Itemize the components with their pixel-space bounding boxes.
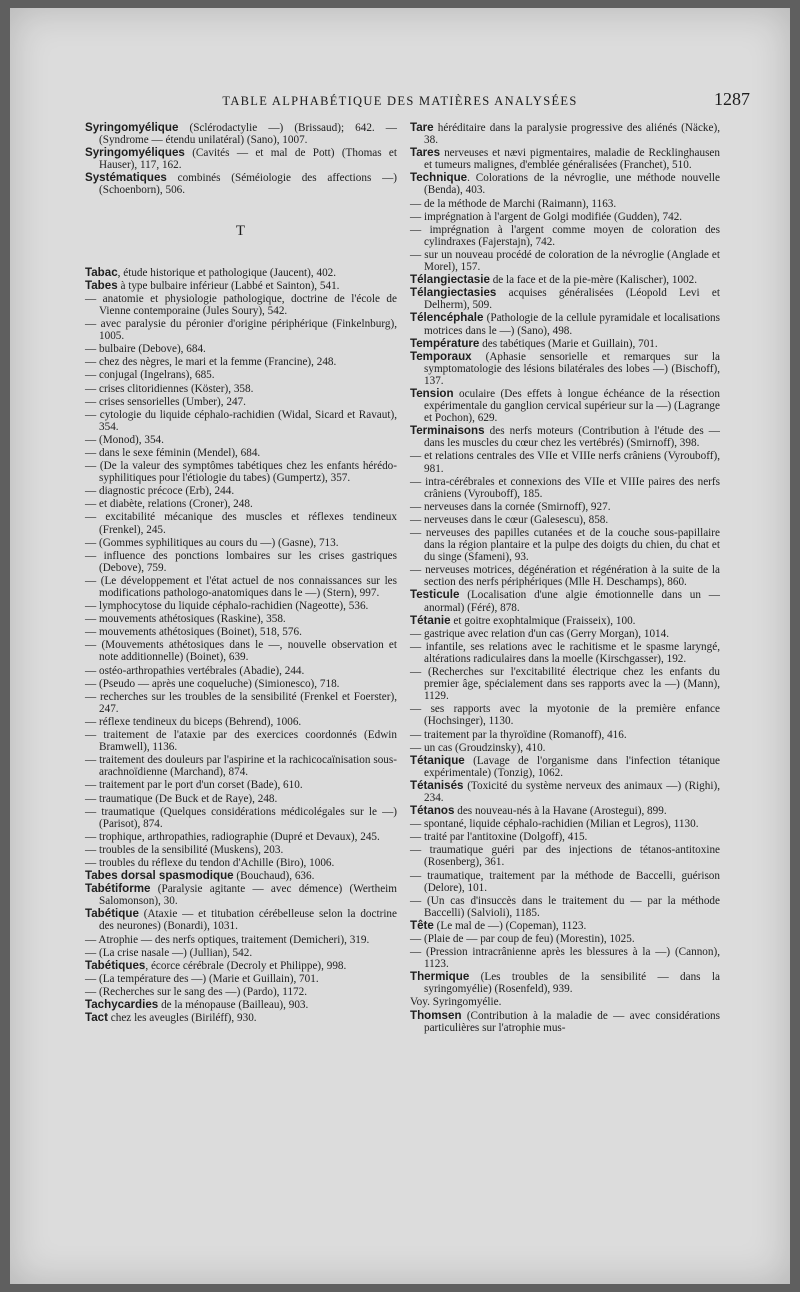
index-entry bbox=[85, 908, 397, 932]
entry-text: — imprégnation à l'argent comme moyen de coloration des cylindraxes (Fajerstajn), 742. bbox=[410, 223, 720, 248]
entry-text: — intra-cérébrales et connexions des VIIe et VIIIe paires des nerfs crâniens (Vyrouboff), 185. bbox=[410, 475, 720, 500]
entry-headword: Syringomyéliques bbox=[85, 146, 185, 160]
entry-text: de la ménopause (Bailleau), 903. bbox=[158, 999, 309, 1011]
index-entry bbox=[85, 575, 397, 599]
index-entry bbox=[410, 755, 720, 779]
entry-text: — troubles du réflexe du tendon d'Achille (Biro), 1006. bbox=[85, 856, 335, 869]
index-entry bbox=[85, 973, 397, 985]
index-entry bbox=[85, 485, 397, 497]
entry-text: — ses rapports avec la myotonie de la première enfance (Hochsinger), 1130. bbox=[410, 703, 720, 728]
index-entry bbox=[85, 999, 397, 1011]
entry-text: — (De la valeur des symptômes tabétiques chez les enfants hérédo-syphilitiques pour l'étiologie du tabes) (Gumpertz), 357. bbox=[85, 460, 397, 485]
entries-before-section bbox=[85, 122, 397, 197]
entry-headword: Télangiectasies bbox=[410, 286, 497, 300]
entry-text: à type bulbaire inférieur (Labbé et Sainton), 541. bbox=[117, 279, 340, 292]
index-entry bbox=[410, 450, 720, 474]
entry-text: — de la méthode de Marchi (Raimann), 1163. bbox=[410, 197, 617, 210]
entry-text: combinés (Séméiologie des affections —) (Schoenborn), 506. bbox=[99, 172, 397, 197]
right-entries bbox=[410, 122, 720, 1034]
index-entry bbox=[410, 198, 720, 210]
entry-text: — excitabilité mécanique des muscles et réflexes tendineux (Frenkel), 245. bbox=[85, 511, 397, 536]
index-entry bbox=[410, 996, 720, 1008]
running-title: TABLE ALPHABÉTIQUE DES MATIÈRES ANALYSÉES bbox=[222, 94, 578, 108]
entry-text: — mouvements athétosiques (Boinet), 518, 576. bbox=[85, 626, 302, 639]
entry-text: , écorce cérébrale (Decroly et Philippe), 998. bbox=[145, 959, 347, 972]
entry-text: (Bouchaud), 636. bbox=[233, 870, 315, 883]
index-entry bbox=[410, 920, 720, 932]
entry-text: — réflexe tendineux du biceps (Behrend), 1006. bbox=[85, 715, 302, 728]
entry-text: — nerveuses des papilles cutanées et de la couche sous-papillaire dans la région plantaire et la pulpe des doigts du chien, du chat et du singe (Sfameni), 93. bbox=[410, 527, 720, 564]
entry-text: — conjugal (Ingelrans), 685. bbox=[85, 369, 215, 382]
index-entry bbox=[85, 779, 397, 791]
index-entry bbox=[410, 971, 720, 995]
entry-headword: Testicule bbox=[410, 588, 460, 602]
index-entry bbox=[410, 172, 720, 196]
index-entry bbox=[85, 147, 397, 171]
index-entry bbox=[85, 626, 397, 638]
index-entry bbox=[85, 498, 397, 510]
entry-text: — traumatique (De Buck et de Raye), 248. bbox=[85, 792, 278, 805]
index-entry bbox=[85, 947, 397, 959]
index-entry bbox=[85, 665, 397, 677]
entry-text: — (La crise nasale —) (Jullian), 542. bbox=[85, 946, 253, 959]
index-entry bbox=[85, 844, 397, 856]
index-entry bbox=[410, 628, 720, 640]
entry-headword: Télangiectasie bbox=[410, 273, 490, 287]
entry-text: — imprégnation à l'argent de Golgi modifiée (Gudden), 742. bbox=[410, 210, 683, 223]
entry-text: (Paralysie agitante — avec démence) (Wertheim Salomonson), 30. bbox=[99, 883, 397, 908]
index-entry bbox=[85, 267, 397, 279]
entry-headword: Tabétiforme bbox=[85, 882, 151, 896]
entry-text: — un cas (Groudzinsky), 410. bbox=[410, 741, 546, 754]
index-entry bbox=[85, 550, 397, 574]
entry-text: — (Gommes syphilitiques au cours du —) (Gasne), 713. bbox=[85, 536, 339, 549]
entry-headword: Tachycardies bbox=[85, 998, 159, 1011]
index-entry bbox=[410, 338, 720, 350]
entry-text: — traitement de l'ataxie par des exercices coordonnés (Edwin Bramwell), 1136. bbox=[85, 729, 397, 754]
entry-text: — anatomie et physiologie pathologique, doctrine de l'école de Vienne contemporaine (Jules Soury), 542. bbox=[85, 292, 397, 317]
index-entry bbox=[85, 343, 397, 355]
index-entry bbox=[410, 501, 720, 513]
entry-headword: Technique bbox=[410, 171, 468, 185]
index-entry bbox=[410, 211, 720, 223]
entry-text: — mouvements athétosiques (Raskine), 358. bbox=[85, 613, 286, 626]
entry-text: — (Recherches sur l'excitabilité électrique chez les enfants du premier âge, spécialement dans ses rapports avec la —) (Mann), 1129. bbox=[410, 666, 720, 703]
index-entry bbox=[85, 122, 397, 146]
entry-text: Voy. Syringomyélie. bbox=[410, 996, 502, 1009]
index-entry bbox=[85, 613, 397, 625]
index-entry bbox=[85, 806, 397, 830]
entry-headword: Tétanie bbox=[410, 613, 451, 627]
entry-headword: Tétanique bbox=[410, 753, 465, 767]
index-entry bbox=[85, 537, 397, 549]
index-entry bbox=[85, 716, 397, 728]
index-entry bbox=[410, 844, 720, 868]
entry-text: héréditaire dans la paralysie progressive des aliénés (Näcke), 38. bbox=[424, 122, 720, 147]
entry-headword: Thermique bbox=[410, 970, 470, 984]
entry-text: — ostéo-arthropathies vertébrales (Abadie), 244. bbox=[85, 664, 305, 677]
index-entry bbox=[85, 870, 397, 882]
entry-headword: Temporaux bbox=[410, 349, 472, 363]
entry-text: (Lavage de l'organisme dans l'infection tétanique expérimentale) (Tonzig), 1062. bbox=[424, 754, 720, 779]
entry-text: — sur un nouveau procédé de coloration de la névroglie (Anglade et Morel), 157. bbox=[410, 248, 720, 274]
entry-text: — traitement des douleurs par l'aspirine et la rachicocaïnisation sous-arachnoïdienne (Marchand), 874. bbox=[85, 754, 397, 779]
index-entry bbox=[85, 434, 397, 446]
entry-headword: Tares bbox=[410, 146, 441, 160]
entry-text: — troubles de la sensibilité (Muskens), 203. bbox=[85, 843, 284, 856]
page-number: 1287 bbox=[714, 89, 750, 109]
index-entry bbox=[410, 122, 720, 146]
index-entry bbox=[85, 857, 397, 869]
index-entry bbox=[85, 793, 397, 805]
entry-text: et goitre exophtalmique (Fraisseix), 100. bbox=[450, 614, 636, 627]
entry-text: — dans le sexe féminin (Mendel), 684. bbox=[85, 446, 261, 459]
entry-text: oculaire (Des effets à longue échéance de la résection expérimentale du ganglion cervical supérieur sur la —) (Lagrange et Pochon), 629. bbox=[424, 387, 720, 425]
entry-text: — (Monod), 354. bbox=[85, 433, 164, 446]
index-entry bbox=[85, 460, 397, 484]
entry-headword: Tétanos bbox=[410, 804, 455, 818]
page-header bbox=[10, 89, 790, 118]
index-entry bbox=[410, 514, 720, 526]
entry-text: — traumatique guéri par des injections de tétanos-antitoxine (Rosenberg), 361. bbox=[410, 844, 720, 869]
entry-text: — (Pression intracrânienne après les blessures à la —) (Cannon), 1123. bbox=[410, 946, 720, 971]
entry-text: — nerveuses dans le cœur (Galesescu), 858. bbox=[410, 513, 609, 526]
entry-text: — diagnostic précoce (Erb), 244. bbox=[85, 485, 235, 498]
entry-text: nerveuses et nævi pigmentaires, maladie de Recklinghausen et tumeurs malignes, d'emblée généralisées (Franchet), 510. bbox=[424, 147, 720, 172]
entry-text: de la face et de la pie-mère (Kalischer), 1002. bbox=[489, 274, 698, 287]
entry-headword: Systématiques bbox=[85, 171, 167, 185]
entry-headword: Tabes dorsal spasmodique bbox=[85, 869, 234, 883]
entry-text: — traumatique, traitement par la méthode de Baccelli, guérison (Delore), 101. bbox=[410, 869, 720, 894]
entry-text: (Localisation d'une algie émotionnelle dans un — anormal) (Féré), 878. bbox=[424, 589, 720, 614]
entry-headword: Tension bbox=[410, 386, 454, 400]
entry-text: — crises clitoridiennes (Köster), 358. bbox=[85, 382, 254, 395]
entry-text: — lymphocytose du liquide céphalo-rachidien (Nageotte), 536. bbox=[85, 600, 369, 613]
entry-text: — (Mouvements athétosiques dans le —, nouvelle observation et note additionnelle) (Boinet), 639. bbox=[85, 639, 397, 664]
entry-text: — traitement par la thyroïdine (Romanoff), 416. bbox=[410, 728, 627, 741]
index-entry bbox=[410, 615, 720, 627]
entry-text: , étude historique et pathologique (Jaucent), 402. bbox=[117, 266, 337, 279]
index-entry bbox=[410, 895, 720, 919]
entry-text: (Contribution à la maladie de — avec considérations particulières sur l'atrophie mus- bbox=[424, 1009, 720, 1034]
index-entry bbox=[85, 934, 397, 946]
index-entry bbox=[410, 147, 720, 171]
index-entry bbox=[85, 293, 397, 317]
index-entry bbox=[410, 351, 720, 387]
entry-text: — spontané, liquide céphalo-rachidien (Milian et Legros), 1130. bbox=[410, 818, 699, 831]
entry-text: (Sclérodactylie —) (Brissaud); 642. — (Syndrome — étendu unilatéral) (Sano), 1007. bbox=[99, 122, 397, 147]
entry-text: — nerveuses motrices, dégénération et régénération à la suite de la section des nerfs périphériques (Mlle H. Deschamps), 860. bbox=[410, 564, 720, 589]
entry-text: (Les troubles de la sensibilité — dans la syringomyélie) (Rosenfeld), 939. bbox=[424, 971, 720, 996]
entry-text: chez les aveugles (Biriléff), 930. bbox=[107, 1012, 257, 1025]
index-entry bbox=[410, 641, 720, 665]
entry-text: — infantile, ses relations avec le rachitisme et le spasme laryngé, altérations radiculaires dans la moelle (Kirschgasser), 192. bbox=[410, 640, 720, 665]
index-entry bbox=[410, 589, 720, 613]
entry-headword: Tête bbox=[410, 918, 434, 932]
entry-text: acquises généralisées (Léopold Levi et Delherm), 509. bbox=[424, 287, 720, 312]
entry-text: (Cavités — et mal de Pott) (Thomas et Hauser), 117, 162. bbox=[99, 147, 397, 172]
entry-headword: Tact bbox=[85, 1011, 108, 1025]
entry-text: — bulbaire (Debove), 684. bbox=[85, 343, 206, 356]
index-entry bbox=[85, 986, 397, 998]
entry-text: — cytologie du liquide céphalo-rachidien (Widal, Sicard et Ravaut), 354. bbox=[85, 408, 397, 433]
right-column bbox=[410, 122, 720, 1035]
entry-text: — et relations centrales des VIIe et VIIIe nerfs crâniens (Vyrouboff), 981. bbox=[410, 450, 720, 475]
index-entry bbox=[85, 639, 397, 663]
entry-text: — (Pseudo — après une coqueluche) (Simionesco), 718. bbox=[85, 677, 340, 690]
entry-headword: Terminaisons bbox=[410, 424, 485, 438]
section-letter: T bbox=[235, 222, 247, 239]
entry-text: — traité par l'antitoxine (Dolgoff), 415. bbox=[410, 831, 588, 844]
index-entry bbox=[85, 600, 397, 612]
entry-text: — (La température des —) (Marie et Guillain), 701. bbox=[85, 972, 319, 985]
index-entry bbox=[410, 742, 720, 754]
entry-text: — (Un cas d'insuccès dans le traitement du — par la méthode Baccelli) (Salvioli), 1185. bbox=[410, 894, 720, 919]
index-entry bbox=[85, 409, 397, 433]
index-entry bbox=[410, 249, 720, 273]
index-entry bbox=[85, 883, 397, 907]
entry-text: — et diabète, relations (Croner), 248. bbox=[85, 498, 253, 511]
index-entry bbox=[85, 356, 397, 368]
index-entry bbox=[85, 383, 397, 395]
entry-text: des nerfs moteurs (Contribution à l'étude des — dans les muscles du cœur chez les vertébrés) (Smirnoff), 398. bbox=[424, 425, 720, 450]
entry-text: — recherches sur les troubles de la sensibilité (Frenkel et Foerster), 247. bbox=[85, 690, 397, 715]
index-entry bbox=[85, 172, 397, 196]
index-entry bbox=[85, 729, 397, 753]
index-entry bbox=[85, 960, 397, 972]
entry-headword: Tabac bbox=[85, 265, 118, 279]
entry-text: — gastrique avec relation d'un cas (Gerry Morgan), 1014. bbox=[410, 627, 670, 640]
index-entry bbox=[85, 511, 397, 535]
index-entry bbox=[410, 870, 720, 894]
index-entry bbox=[410, 287, 720, 311]
index-entry bbox=[85, 1012, 397, 1024]
index-entry bbox=[410, 1010, 720, 1034]
index-entry bbox=[410, 666, 720, 702]
entry-headword: Tabétique bbox=[85, 907, 139, 921]
index-entry bbox=[410, 933, 720, 945]
entry-text: — (Le développement et l'état actuel de nos connaissances sur les modifications pathologo-anatomiques dans le —) (Stern), 997. bbox=[85, 574, 397, 599]
left-column bbox=[85, 122, 397, 1025]
index-entry bbox=[85, 280, 397, 292]
index-entry bbox=[410, 703, 720, 727]
entry-headword: Température bbox=[410, 336, 480, 350]
index-entry bbox=[85, 318, 397, 342]
index-entry bbox=[85, 369, 397, 381]
index-entry bbox=[410, 527, 720, 563]
index-entry bbox=[410, 388, 720, 424]
entry-text: des nouveau-nés à la Havane (Arostegui), 899. bbox=[454, 805, 667, 818]
index-entry bbox=[410, 224, 720, 248]
index-entry bbox=[410, 425, 720, 449]
entries-after-section bbox=[85, 267, 397, 1025]
index-entry bbox=[410, 274, 720, 286]
entry-text: — (Recherches sur le sang des —) (Pardo), 1172. bbox=[85, 985, 308, 998]
entry-headword: Télencéphale bbox=[410, 311, 484, 325]
entry-text: — traitement par le port d'un corset (Bade), 610. bbox=[85, 779, 303, 792]
entry-text: (Ataxie — et titubation cérébelleuse selon la doctrine des neurones) (Bonardi), 1031. bbox=[99, 908, 397, 933]
index-entry bbox=[410, 476, 720, 500]
entry-text: (Toxicité du système nerveux des animaux —) (Righi), 234. bbox=[424, 779, 720, 804]
entry-text: — traumatique (Quelques considérations médicolégales sur le —) (Parisot), 874. bbox=[85, 805, 397, 830]
entry-text: — nerveuses dans la cornée (Smirnoff), 927. bbox=[410, 500, 611, 513]
entry-text: des tabétiques (Marie et Guillain), 701. bbox=[479, 337, 658, 350]
index-entry bbox=[85, 691, 397, 715]
entry-headword: Tare bbox=[410, 121, 434, 134]
entry-headword: Tabes bbox=[85, 278, 118, 292]
entry-text: — avec paralysie du péronier d'origine périphérique (Finkelnburg), 1005. bbox=[85, 318, 397, 343]
index-entry bbox=[410, 780, 720, 804]
page bbox=[10, 8, 790, 1284]
entry-headword: Tabétiques bbox=[85, 958, 146, 972]
index-entry bbox=[410, 729, 720, 741]
entry-text: (Aphasie sensorielle et remarques sur la symptomatologie des lésions bilatérales des lobes —) (Bischoff), 137. bbox=[424, 350, 720, 387]
entry-text: — (Plaie de — par coup de feu) (Morestin), 1025. bbox=[410, 933, 635, 945]
entry-text: — Atrophie — des nerfs optiques, traitement (Demicheri), 319. bbox=[85, 933, 370, 946]
entry-text: (Le mal de —) (Copeman), 1123. bbox=[433, 919, 587, 932]
index-entry bbox=[85, 831, 397, 843]
entry-headword: Tétanisés bbox=[410, 778, 464, 792]
index-entry bbox=[410, 831, 720, 843]
entry-text: — crises sensorielles (Umber), 247. bbox=[85, 395, 246, 408]
index-entry bbox=[410, 312, 720, 336]
index-entry bbox=[85, 396, 397, 408]
index-entry bbox=[85, 754, 397, 778]
entry-text: — influence des ponctions lombaires sur les crises gastriques (Debove), 759. bbox=[85, 549, 397, 574]
index-entry bbox=[85, 678, 397, 690]
index-entry bbox=[85, 447, 397, 459]
entry-headword: Syringomyélique bbox=[85, 121, 179, 134]
index-entry bbox=[410, 805, 720, 817]
entry-headword: Thomsen bbox=[410, 1008, 462, 1022]
index-entry bbox=[410, 818, 720, 830]
index-entry bbox=[410, 564, 720, 588]
index-entry bbox=[410, 946, 720, 970]
entry-text: . Colorations de la névroglie, une méthode nouvelle (Benda), 403. bbox=[424, 172, 720, 197]
entry-text: — chez des nègres, le mari et la femme (Francine), 248. bbox=[85, 356, 337, 369]
entry-text: (Pathologie de la cellule pyramidale et localisations motrices dans le —) (Sano), 498. bbox=[424, 312, 720, 337]
entry-text: — trophique, arthropathies, radiographie (Dupré et Devaux), 245. bbox=[85, 830, 380, 843]
